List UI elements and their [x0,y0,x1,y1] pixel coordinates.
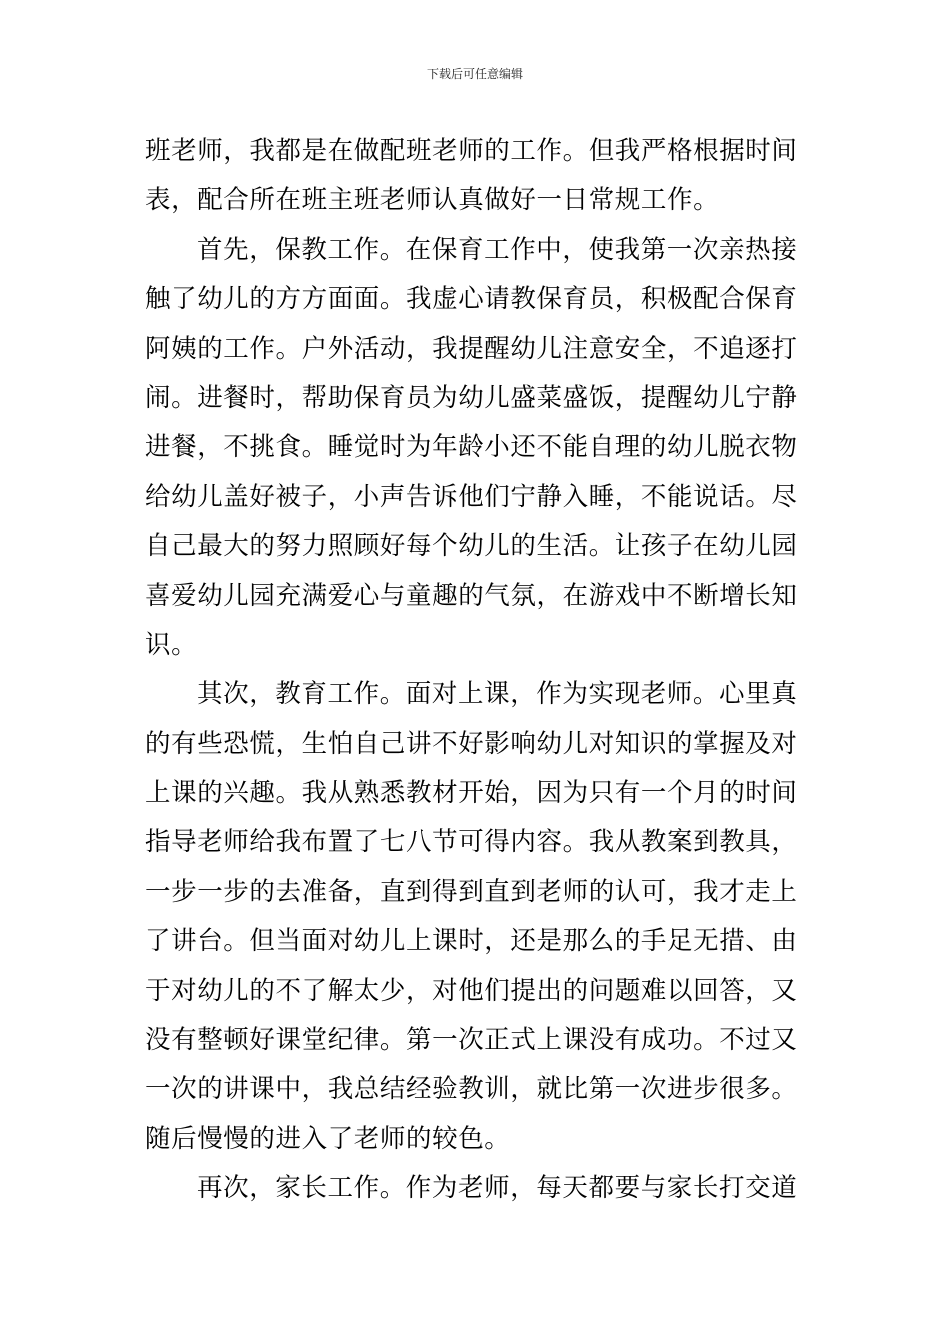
text-line: 触了幼儿的方方面面。我虚心请教保育员，积极配合保育 [145,284,798,315]
document-body [145,127,810,1214]
paragraph-start-line: 再次，家长工作。作为老师，每天都要与家长打交道 [197,1173,798,1204]
text-line: 表，配合所在班主班老师认真做好一日常规工作。 [145,185,720,216]
text-line: 闹。进餐时，帮助保育员为幼儿盛菜盛饭，提醒幼儿宁静 [145,382,798,413]
text-line: 喜爱幼儿园充满爱心与童趣的气氛，在游戏中不断增长知 [145,580,798,611]
text-line: 的有些恐慌，生怕自己讲不好影响幼儿对知识的掌握及对 [145,728,798,759]
text-line: 随后慢慢的进入了老师的较色。 [145,1123,511,1154]
text-line: 指导老师给我布置了七八节可得内容。我从教案到教具， [145,827,798,858]
text-line: 班老师，我都是在做配班老师的工作。但我严格根据时间 [145,136,798,166]
text-line: 于对幼儿的不了解太少，对他们提出的问题难以回答，又 [145,975,798,1006]
text-line: 进餐，不挑食。睡觉时为年龄小还不能自理的幼儿脱衣物 [145,432,798,463]
paragraph-start-line: 首先，保教工作。在保育工作中，使我第一次亲热接 [197,234,798,265]
text-line: 自己最大的努力照顾好每个幼儿的生活。让孩子在幼儿园 [145,531,798,562]
paragraph-start-line: 其次，教育工作。面对上课，作为实现老师。心里真 [197,679,798,710]
text-line: 一步一步的去准备，直到得到直到老师的认可，我才走上 [145,876,798,907]
text-line: 了讲台。但当面对幼儿上课时，还是那么的手足无措、由 [145,926,798,957]
page-header: 下载后可任意编辑 [426,67,523,81]
text-line: 给幼儿盖好被子，小声告诉他们宁静入睡，不能说话。尽 [145,481,798,512]
text-line: 上课的兴趣。我从熟悉教材开始，因为只有一个月的时间 [145,778,798,809]
text-line: 一次的讲课中，我总结经验教训，就比第一次进步很多。 [145,1074,798,1105]
text-line: 阿姨的工作。户外活动，我提醒幼儿注意安全，不追逐打 [145,333,798,364]
text-line: 识。 [145,629,198,660]
text-line: 没有整顿好课堂纪律。第一次正式上课没有成功。不过又 [145,1025,798,1056]
